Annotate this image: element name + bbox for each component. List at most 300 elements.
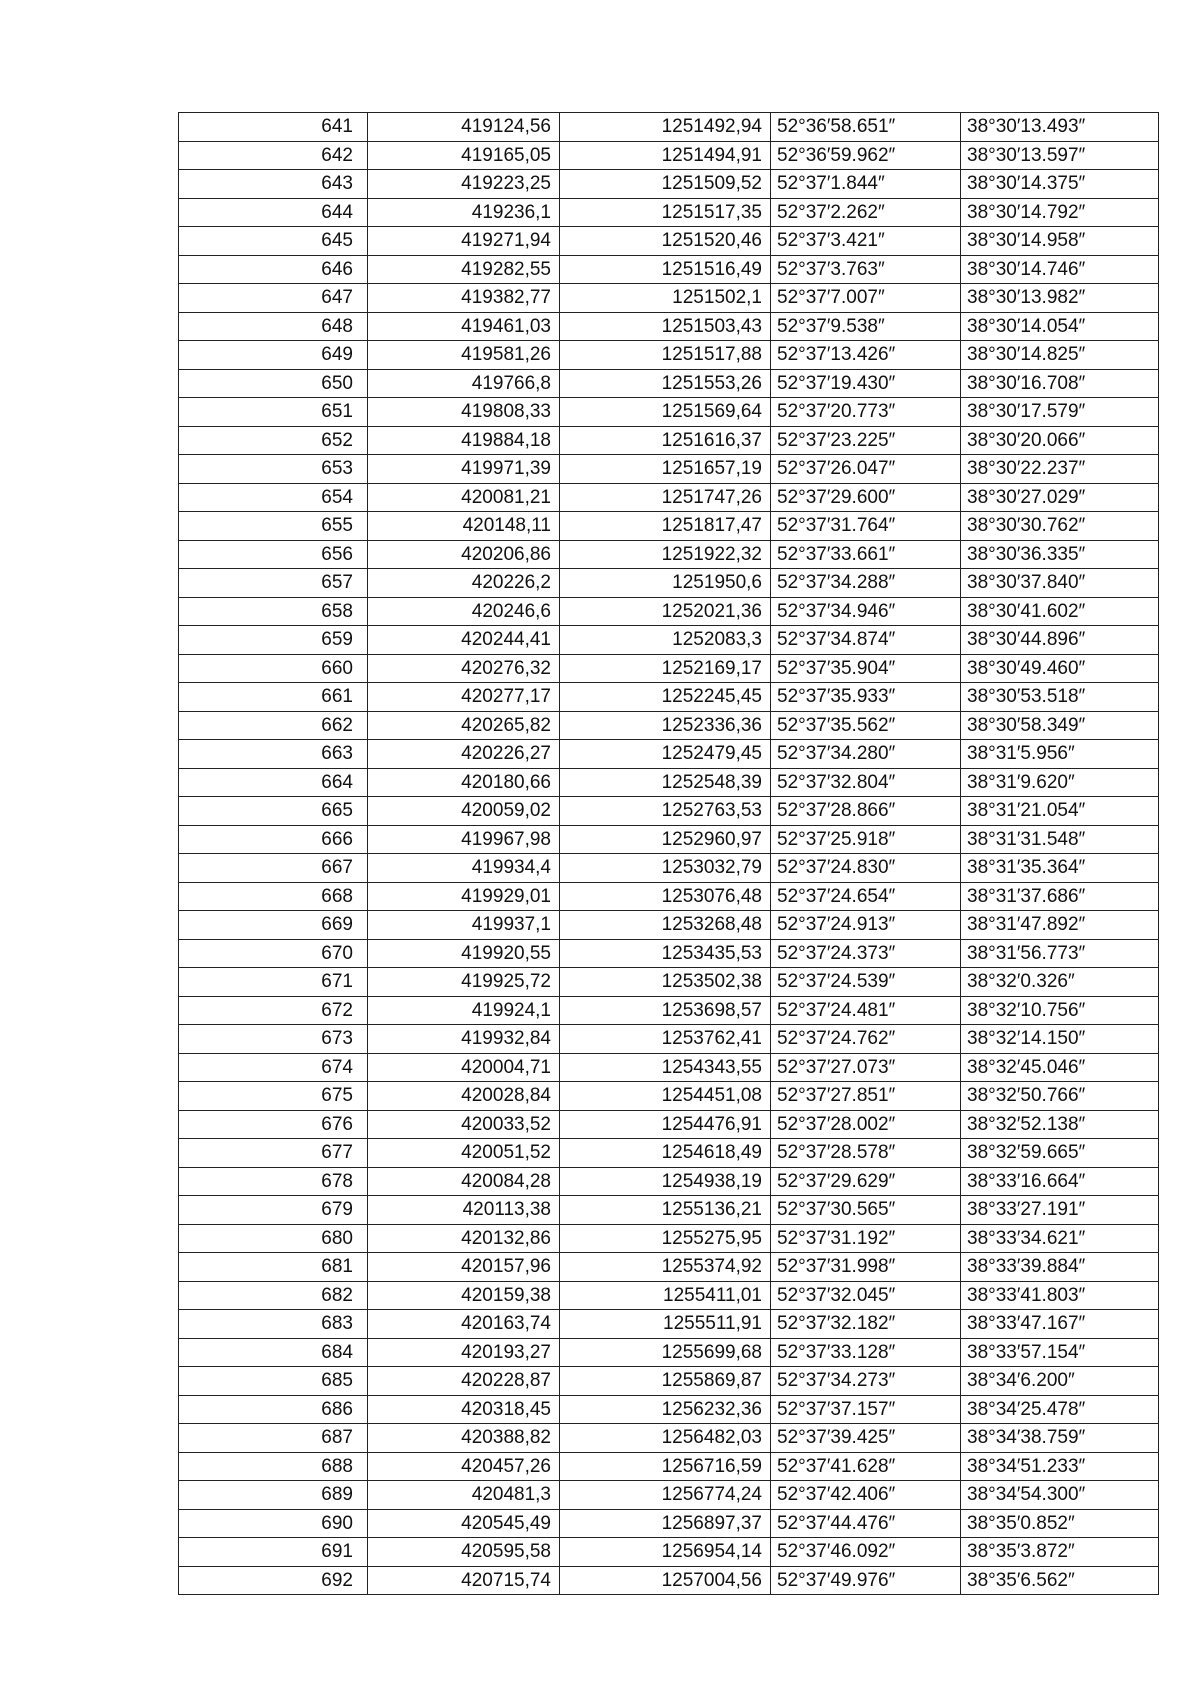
point-number-cell: 662 <box>179 711 368 740</box>
longitude-cell: 38°30′27.029″ <box>961 483 1159 512</box>
x-coordinate-cell: 420276,32 <box>368 654 560 683</box>
table-row <box>179 1196 1159 1225</box>
longitude-cell: 38°34′54.300″ <box>961 1481 1159 1510</box>
latitude-cell: 52°37′41.628″ <box>771 1452 961 1481</box>
latitude-cell: 52°37′34.280″ <box>771 740 961 769</box>
x-coordinate-cell: 419124,56 <box>368 113 560 142</box>
point-number-cell: 643 <box>179 170 368 199</box>
point-number-cell: 666 <box>179 825 368 854</box>
x-coordinate-cell: 420033,52 <box>368 1110 560 1139</box>
y-coordinate-cell: 1252960,97 <box>560 825 771 854</box>
latitude-cell: 52°37′35.562″ <box>771 711 961 740</box>
longitude-cell: 38°31′9.620″ <box>961 768 1159 797</box>
latitude-cell: 52°37′25.918″ <box>771 825 961 854</box>
table-row <box>179 683 1159 712</box>
longitude-cell: 38°34′38.759″ <box>961 1424 1159 1453</box>
x-coordinate-cell: 420226,2 <box>368 569 560 598</box>
point-number-cell: 685 <box>179 1367 368 1396</box>
point-number-cell: 682 <box>179 1281 368 1310</box>
latitude-cell: 52°37′28.002″ <box>771 1110 961 1139</box>
y-coordinate-cell: 1251922,32 <box>560 540 771 569</box>
longitude-cell: 38°30′13.493″ <box>961 113 1159 142</box>
table-row <box>179 1139 1159 1168</box>
latitude-cell: 52°37′29.600″ <box>771 483 961 512</box>
y-coordinate-cell: 1251569,64 <box>560 398 771 427</box>
x-coordinate-cell: 419236,1 <box>368 198 560 227</box>
point-number-cell: 668 <box>179 882 368 911</box>
x-coordinate-cell: 419581,26 <box>368 341 560 370</box>
y-coordinate-cell: 1251503,43 <box>560 312 771 341</box>
x-coordinate-cell: 420059,02 <box>368 797 560 826</box>
point-number-cell: 675 <box>179 1082 368 1111</box>
latitude-cell: 52°37′27.073″ <box>771 1053 961 1082</box>
longitude-cell: 38°30′13.597″ <box>961 141 1159 170</box>
x-coordinate-cell: 419461,03 <box>368 312 560 341</box>
latitude-cell: 52°37′28.866″ <box>771 797 961 826</box>
y-coordinate-cell: 1252479,45 <box>560 740 771 769</box>
y-coordinate-cell: 1252548,39 <box>560 768 771 797</box>
x-coordinate-cell: 420193,27 <box>368 1338 560 1367</box>
point-number-cell: 661 <box>179 683 368 712</box>
longitude-cell: 38°30′37.840″ <box>961 569 1159 598</box>
y-coordinate-cell: 1256232,36 <box>560 1395 771 1424</box>
table-row <box>179 1509 1159 1538</box>
table-row <box>179 797 1159 826</box>
point-number-cell: 671 <box>179 968 368 997</box>
table-row <box>179 825 1159 854</box>
point-number-cell: 653 <box>179 455 368 484</box>
longitude-cell: 38°32′59.665″ <box>961 1139 1159 1168</box>
point-number-cell: 664 <box>179 768 368 797</box>
x-coordinate-cell: 419766,8 <box>368 369 560 398</box>
table-row <box>179 1452 1159 1481</box>
x-coordinate-cell: 420226,27 <box>368 740 560 769</box>
table-row <box>179 768 1159 797</box>
point-number-cell: 642 <box>179 141 368 170</box>
x-coordinate-cell: 420265,82 <box>368 711 560 740</box>
x-coordinate-cell: 420051,52 <box>368 1139 560 1168</box>
y-coordinate-cell: 1256897,37 <box>560 1509 771 1538</box>
y-coordinate-cell: 1255869,87 <box>560 1367 771 1396</box>
point-number-cell: 648 <box>179 312 368 341</box>
point-number-cell: 660 <box>179 654 368 683</box>
y-coordinate-cell: 1251517,35 <box>560 198 771 227</box>
longitude-cell: 38°31′56.773″ <box>961 939 1159 968</box>
table-row <box>179 1110 1159 1139</box>
y-coordinate-cell: 1254618,49 <box>560 1139 771 1168</box>
longitude-cell: 38°33′34.621″ <box>961 1224 1159 1253</box>
longitude-cell: 38°30′30.762″ <box>961 512 1159 541</box>
table-row <box>179 284 1159 313</box>
latitude-cell: 52°37′34.874″ <box>771 626 961 655</box>
x-coordinate-cell: 419808,33 <box>368 398 560 427</box>
table-row <box>179 540 1159 569</box>
x-coordinate-cell: 419925,72 <box>368 968 560 997</box>
y-coordinate-cell: 1253698,57 <box>560 996 771 1025</box>
longitude-cell: 38°31′31.548″ <box>961 825 1159 854</box>
latitude-cell: 52°37′32.045″ <box>771 1281 961 1310</box>
table-row <box>179 341 1159 370</box>
latitude-cell: 52°37′20.773″ <box>771 398 961 427</box>
y-coordinate-cell: 1254451,08 <box>560 1082 771 1111</box>
y-coordinate-cell: 1251817,47 <box>560 512 771 541</box>
longitude-cell: 38°32′52.138″ <box>961 1110 1159 1139</box>
latitude-cell: 52°37′42.406″ <box>771 1481 961 1510</box>
longitude-cell: 38°30′58.349″ <box>961 711 1159 740</box>
y-coordinate-cell: 1253032,79 <box>560 854 771 883</box>
table-row <box>179 711 1159 740</box>
x-coordinate-cell: 420113,38 <box>368 1196 560 1225</box>
point-number-cell: 659 <box>179 626 368 655</box>
y-coordinate-cell: 1252083,3 <box>560 626 771 655</box>
table-row <box>179 1053 1159 1082</box>
latitude-cell: 52°37′7.007″ <box>771 284 961 313</box>
y-coordinate-cell: 1253435,53 <box>560 939 771 968</box>
latitude-cell: 52°37′37.157″ <box>771 1395 961 1424</box>
y-coordinate-cell: 1256954,14 <box>560 1538 771 1567</box>
x-coordinate-cell: 420388,82 <box>368 1424 560 1453</box>
latitude-cell: 52°37′49.976″ <box>771 1566 961 1595</box>
table-row <box>179 1167 1159 1196</box>
longitude-cell: 38°32′45.046″ <box>961 1053 1159 1082</box>
y-coordinate-cell: 1256482,03 <box>560 1424 771 1453</box>
y-coordinate-cell: 1251950,6 <box>560 569 771 598</box>
point-number-cell: 646 <box>179 255 368 284</box>
point-number-cell: 692 <box>179 1566 368 1595</box>
latitude-cell: 52°37′31.998″ <box>771 1253 961 1282</box>
latitude-cell: 52°37′2.262″ <box>771 198 961 227</box>
table-row <box>179 1310 1159 1339</box>
point-number-cell: 679 <box>179 1196 368 1225</box>
y-coordinate-cell: 1255275,95 <box>560 1224 771 1253</box>
latitude-cell: 52°37′24.373″ <box>771 939 961 968</box>
y-coordinate-cell: 1255374,92 <box>560 1253 771 1282</box>
table-row <box>179 569 1159 598</box>
point-number-cell: 650 <box>179 369 368 398</box>
coordinates-table-body <box>179 113 1159 1595</box>
longitude-cell: 38°34′6.200″ <box>961 1367 1159 1396</box>
latitude-cell: 52°37′30.565″ <box>771 1196 961 1225</box>
table-row <box>179 198 1159 227</box>
longitude-cell: 38°33′16.664″ <box>961 1167 1159 1196</box>
longitude-cell: 38°30′41.602″ <box>961 597 1159 626</box>
table-row <box>179 1538 1159 1567</box>
longitude-cell: 38°31′5.956″ <box>961 740 1159 769</box>
y-coordinate-cell: 1252021,36 <box>560 597 771 626</box>
table-row <box>179 882 1159 911</box>
point-number-cell: 665 <box>179 797 368 826</box>
table-row <box>179 312 1159 341</box>
point-number-cell: 647 <box>179 284 368 313</box>
latitude-cell: 52°37′24.913″ <box>771 911 961 940</box>
x-coordinate-cell: 419920,55 <box>368 939 560 968</box>
table-row <box>179 369 1159 398</box>
y-coordinate-cell: 1252336,36 <box>560 711 771 740</box>
latitude-cell: 52°37′24.654″ <box>771 882 961 911</box>
y-coordinate-cell: 1255411,01 <box>560 1281 771 1310</box>
point-number-cell: 689 <box>179 1481 368 1510</box>
longitude-cell: 38°30′14.958″ <box>961 227 1159 256</box>
x-coordinate-cell: 420244,41 <box>368 626 560 655</box>
longitude-cell: 38°30′20.066″ <box>961 426 1159 455</box>
y-coordinate-cell: 1251492,94 <box>560 113 771 142</box>
latitude-cell: 52°37′34.946″ <box>771 597 961 626</box>
x-coordinate-cell: 419382,77 <box>368 284 560 313</box>
x-coordinate-cell: 420595,58 <box>368 1538 560 1567</box>
longitude-cell: 38°30′14.054″ <box>961 312 1159 341</box>
x-coordinate-cell: 419971,39 <box>368 455 560 484</box>
table-row <box>179 141 1159 170</box>
longitude-cell: 38°30′22.237″ <box>961 455 1159 484</box>
point-number-cell: 663 <box>179 740 368 769</box>
point-number-cell: 655 <box>179 512 368 541</box>
point-number-cell: 686 <box>179 1395 368 1424</box>
longitude-cell: 38°35′0.852″ <box>961 1509 1159 1538</box>
latitude-cell: 52°37′24.481″ <box>771 996 961 1025</box>
x-coordinate-cell: 419937,1 <box>368 911 560 940</box>
table-row <box>179 398 1159 427</box>
longitude-cell: 38°32′0.326″ <box>961 968 1159 997</box>
longitude-cell: 38°32′10.756″ <box>961 996 1159 1025</box>
table-row <box>179 626 1159 655</box>
table-row <box>179 1367 1159 1396</box>
longitude-cell: 38°30′16.708″ <box>961 369 1159 398</box>
latitude-cell: 52°37′34.273″ <box>771 1367 961 1396</box>
latitude-cell: 52°37′28.578″ <box>771 1139 961 1168</box>
longitude-cell: 38°34′25.478″ <box>961 1395 1159 1424</box>
table-row <box>179 512 1159 541</box>
x-coordinate-cell: 419223,25 <box>368 170 560 199</box>
y-coordinate-cell: 1253268,48 <box>560 911 771 940</box>
point-number-cell: 652 <box>179 426 368 455</box>
latitude-cell: 52°37′31.192″ <box>771 1224 961 1253</box>
latitude-cell: 52°37′26.047″ <box>771 455 961 484</box>
x-coordinate-cell: 420180,66 <box>368 768 560 797</box>
x-coordinate-cell: 419934,4 <box>368 854 560 883</box>
point-number-cell: 641 <box>179 113 368 142</box>
latitude-cell: 52°37′35.933″ <box>771 683 961 712</box>
x-coordinate-cell: 420157,96 <box>368 1253 560 1282</box>
point-number-cell: 644 <box>179 198 368 227</box>
table-row <box>179 1082 1159 1111</box>
point-number-cell: 683 <box>179 1310 368 1339</box>
latitude-cell: 52°37′1.844″ <box>771 170 961 199</box>
latitude-cell: 52°37′33.128″ <box>771 1338 961 1367</box>
x-coordinate-cell: 419884,18 <box>368 426 560 455</box>
longitude-cell: 38°30′44.896″ <box>961 626 1159 655</box>
table-row <box>179 1566 1159 1595</box>
latitude-cell: 52°37′27.851″ <box>771 1082 961 1111</box>
latitude-cell: 52°37′33.661″ <box>771 540 961 569</box>
latitude-cell: 52°37′24.762″ <box>771 1025 961 1054</box>
longitude-cell: 38°35′3.872″ <box>961 1538 1159 1567</box>
latitude-cell: 52°37′34.288″ <box>771 569 961 598</box>
point-number-cell: 676 <box>179 1110 368 1139</box>
x-coordinate-cell: 420206,86 <box>368 540 560 569</box>
table-row <box>179 996 1159 1025</box>
table-row <box>179 483 1159 512</box>
y-coordinate-cell: 1251517,88 <box>560 341 771 370</box>
x-coordinate-cell: 420081,21 <box>368 483 560 512</box>
point-number-cell: 690 <box>179 1509 368 1538</box>
latitude-cell: 52°37′24.830″ <box>771 854 961 883</box>
x-coordinate-cell: 420246,6 <box>368 597 560 626</box>
x-coordinate-cell: 420457,26 <box>368 1452 560 1481</box>
y-coordinate-cell: 1252763,53 <box>560 797 771 826</box>
y-coordinate-cell: 1254938,19 <box>560 1167 771 1196</box>
x-coordinate-cell: 420545,49 <box>368 1509 560 1538</box>
table-row <box>179 939 1159 968</box>
point-number-cell: 645 <box>179 227 368 256</box>
latitude-cell: 52°37′13.426″ <box>771 341 961 370</box>
x-coordinate-cell: 419165,05 <box>368 141 560 170</box>
latitude-cell: 52°37′3.763″ <box>771 255 961 284</box>
table-row <box>179 1424 1159 1453</box>
y-coordinate-cell: 1253762,41 <box>560 1025 771 1054</box>
y-coordinate-cell: 1251616,37 <box>560 426 771 455</box>
y-coordinate-cell: 1251494,91 <box>560 141 771 170</box>
y-coordinate-cell: 1257004,56 <box>560 1566 771 1595</box>
longitude-cell: 38°34′51.233″ <box>961 1452 1159 1481</box>
point-number-cell: 654 <box>179 483 368 512</box>
longitude-cell: 38°31′35.364″ <box>961 854 1159 883</box>
latitude-cell: 52°37′44.476″ <box>771 1509 961 1538</box>
y-coordinate-cell: 1255136,21 <box>560 1196 771 1225</box>
x-coordinate-cell: 420148,11 <box>368 512 560 541</box>
latitude-cell: 52°37′23.225″ <box>771 426 961 455</box>
y-coordinate-cell: 1254343,55 <box>560 1053 771 1082</box>
table-row <box>179 455 1159 484</box>
longitude-cell: 38°30′14.825″ <box>961 341 1159 370</box>
table-row <box>179 1338 1159 1367</box>
latitude-cell: 52°37′24.539″ <box>771 968 961 997</box>
longitude-cell: 38°32′14.150″ <box>961 1025 1159 1054</box>
table-row <box>179 113 1159 142</box>
x-coordinate-cell: 419924,1 <box>368 996 560 1025</box>
latitude-cell: 52°37′35.904″ <box>771 654 961 683</box>
x-coordinate-cell: 419967,98 <box>368 825 560 854</box>
y-coordinate-cell: 1251520,46 <box>560 227 771 256</box>
point-number-cell: 673 <box>179 1025 368 1054</box>
latitude-cell: 52°37′9.538″ <box>771 312 961 341</box>
latitude-cell: 52°37′31.764″ <box>771 512 961 541</box>
x-coordinate-cell: 420028,84 <box>368 1082 560 1111</box>
x-coordinate-cell: 420715,74 <box>368 1566 560 1595</box>
latitude-cell: 52°37′32.182″ <box>771 1310 961 1339</box>
y-coordinate-cell: 1251657,19 <box>560 455 771 484</box>
longitude-cell: 38°30′14.746″ <box>961 255 1159 284</box>
x-coordinate-cell: 420318,45 <box>368 1395 560 1424</box>
y-coordinate-cell: 1251553,26 <box>560 369 771 398</box>
longitude-cell: 38°32′50.766″ <box>961 1082 1159 1111</box>
point-number-cell: 658 <box>179 597 368 626</box>
point-number-cell: 688 <box>179 1452 368 1481</box>
point-number-cell: 667 <box>179 854 368 883</box>
x-coordinate-cell: 420481,3 <box>368 1481 560 1510</box>
point-number-cell: 672 <box>179 996 368 1025</box>
longitude-cell: 38°33′41.803″ <box>961 1281 1159 1310</box>
table-row <box>179 1224 1159 1253</box>
longitude-cell: 38°33′27.191″ <box>961 1196 1159 1225</box>
longitude-cell: 38°30′17.579″ <box>961 398 1159 427</box>
table-row <box>179 854 1159 883</box>
table-row <box>179 654 1159 683</box>
x-coordinate-cell: 420132,86 <box>368 1224 560 1253</box>
y-coordinate-cell: 1253502,38 <box>560 968 771 997</box>
point-number-cell: 656 <box>179 540 368 569</box>
x-coordinate-cell: 420163,74 <box>368 1310 560 1339</box>
y-coordinate-cell: 1251502,1 <box>560 284 771 313</box>
x-coordinate-cell: 419282,55 <box>368 255 560 284</box>
longitude-cell: 38°30′36.335″ <box>961 540 1159 569</box>
longitude-cell: 38°30′14.375″ <box>961 170 1159 199</box>
table-row <box>179 255 1159 284</box>
point-number-cell: 669 <box>179 911 368 940</box>
longitude-cell: 38°33′39.884″ <box>961 1253 1159 1282</box>
table-row <box>179 1025 1159 1054</box>
latitude-cell: 52°37′29.629″ <box>771 1167 961 1196</box>
point-number-cell: 691 <box>179 1538 368 1567</box>
point-number-cell: 684 <box>179 1338 368 1367</box>
longitude-cell: 38°30′53.518″ <box>961 683 1159 712</box>
coordinates-table <box>178 112 1159 1595</box>
y-coordinate-cell: 1256716,59 <box>560 1452 771 1481</box>
table-row <box>179 968 1159 997</box>
x-coordinate-cell: 420228,87 <box>368 1367 560 1396</box>
y-coordinate-cell: 1252169,17 <box>560 654 771 683</box>
table-row <box>179 1253 1159 1282</box>
point-number-cell: 677 <box>179 1139 368 1168</box>
point-number-cell: 678 <box>179 1167 368 1196</box>
x-coordinate-cell: 419932,84 <box>368 1025 560 1054</box>
table-row <box>179 1395 1159 1424</box>
y-coordinate-cell: 1253076,48 <box>560 882 771 911</box>
x-coordinate-cell: 419271,94 <box>368 227 560 256</box>
table-row <box>179 1481 1159 1510</box>
y-coordinate-cell: 1256774,24 <box>560 1481 771 1510</box>
x-coordinate-cell: 420277,17 <box>368 683 560 712</box>
y-coordinate-cell: 1252245,45 <box>560 683 771 712</box>
point-number-cell: 651 <box>179 398 368 427</box>
latitude-cell: 52°36′59.962″ <box>771 141 961 170</box>
table-row <box>179 227 1159 256</box>
latitude-cell: 52°37′46.092″ <box>771 1538 961 1567</box>
y-coordinate-cell: 1255511,91 <box>560 1310 771 1339</box>
y-coordinate-cell: 1255699,68 <box>560 1338 771 1367</box>
x-coordinate-cell: 420084,28 <box>368 1167 560 1196</box>
longitude-cell: 38°31′21.054″ <box>961 797 1159 826</box>
latitude-cell: 52°37′3.421″ <box>771 227 961 256</box>
longitude-cell: 38°35′6.562″ <box>961 1566 1159 1595</box>
longitude-cell: 38°30′14.792″ <box>961 198 1159 227</box>
table-row <box>179 597 1159 626</box>
x-coordinate-cell: 420159,38 <box>368 1281 560 1310</box>
point-number-cell: 670 <box>179 939 368 968</box>
latitude-cell: 52°37′39.425″ <box>771 1424 961 1453</box>
y-coordinate-cell: 1251509,52 <box>560 170 771 199</box>
table-row <box>179 740 1159 769</box>
point-number-cell: 687 <box>179 1424 368 1453</box>
point-number-cell: 680 <box>179 1224 368 1253</box>
table-row <box>179 1281 1159 1310</box>
point-number-cell: 681 <box>179 1253 368 1282</box>
table-row <box>179 911 1159 940</box>
point-number-cell: 649 <box>179 341 368 370</box>
table-row <box>179 426 1159 455</box>
table-row <box>179 170 1159 199</box>
latitude-cell: 52°36′58.651″ <box>771 113 961 142</box>
longitude-cell: 38°31′47.892″ <box>961 911 1159 940</box>
